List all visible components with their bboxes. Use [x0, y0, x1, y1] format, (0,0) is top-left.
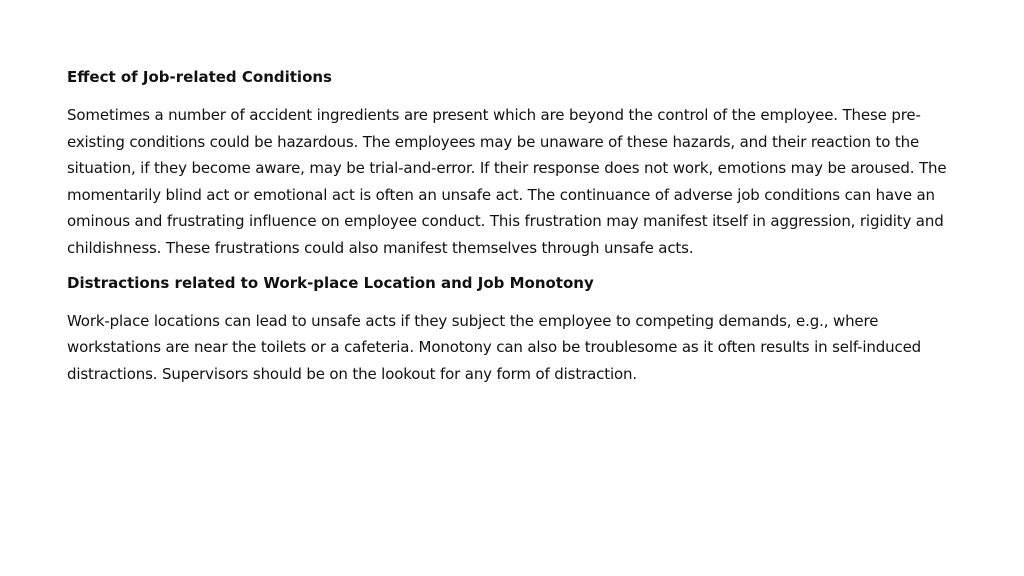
- section-heading-job-conditions: Effect of Job-related Conditions: [67, 68, 332, 86]
- document-content: [67, 66, 947, 397]
- section-heading-distractions: Distractions related to Work-place Location and Job Monotony: [67, 273, 594, 292]
- section-body-job-conditions: Sometimes a number of accident ingredients are present which are beyond the control of the employee. These pre-existing conditions could be hazardous. The employees may be unaware of these hazards, and their reaction to the situation, if they become aware, may be trial-and-error. If their response does not work, emotions may be aroused. The momentarily blind act or emotional act is often an unsafe act. The continuance of adverse job conditions can have an ominous and frustrating influence on employee conduct. This frustration may manifest itself in aggression, rigidity and childishness. These frustrations could also manifest themselves through unsafe acts.: [67, 106, 947, 257]
- section-body-distractions: Work-place locations can lead to unsafe acts if they subject the employee to competing demands, e.g., where workstations are near the toilets or a cafeteria. Monotony can also be troublesome as it often results in self-induced distractions. Supervisors should be on the lookout for any form of distraction.: [67, 311, 922, 383]
